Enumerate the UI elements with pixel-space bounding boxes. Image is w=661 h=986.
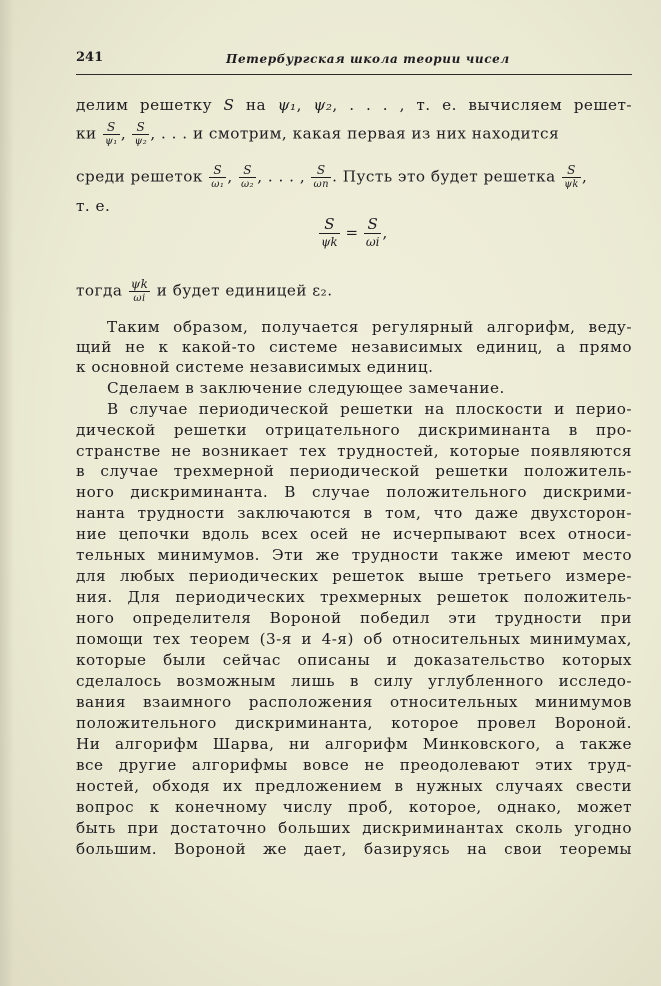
page-number: 241	[76, 50, 104, 65]
fraction: $\frac{S}{\omega n}$	[313, 163, 330, 190]
text-line: странстве не возникает тех трудностей, которые появляются	[76, 442, 632, 460]
fraction: $\frac{S}{\psi k}$	[564, 163, 579, 190]
page-header	[76, 50, 632, 74]
display-formula: $\frac{S}{\psi k}$ = $\frac{S}{\omega i}$ ,	[321, 215, 388, 249]
text-line: ки $\frac{S}{\text{ψ₁}}$ , $\frac{S}{\text{ψ₂}}$ , . . . и смотрим, какая первая из них находится	[76, 120, 560, 147]
text-line: положительного дискриминанта, которое провел Вороной.	[76, 714, 632, 732]
text-line: Сделаем в заключение следующее замечание.	[107, 379, 505, 397]
math-symbol: ψ₂	[313, 96, 333, 114]
page-gutter-shadow	[0, 0, 14, 986]
running-title: Петербургская школа теории чисел	[226, 52, 510, 66]
text-line: все другие алгорифмы вовсе не преодолевают этих труд-	[76, 756, 632, 774]
text-line: большим. Вороной же дает, базируясь на свои теоремы	[76, 840, 632, 858]
text-line: которые были сейчас описаны и доказательство которых	[76, 651, 632, 669]
text-line: В случае периодической решетки на плоскости и перио-	[107, 400, 632, 418]
text-line: Таким образом, получается регулярный алгорифм, веду-	[107, 318, 632, 336]
text-line: для любых периодических решеток выше третьего измере-	[76, 567, 632, 585]
fraction: $\frac{S}{\text{ω₂}}$	[241, 163, 255, 190]
text-line: ного дискриминанта. В случае положительного дискрими-	[76, 483, 632, 501]
text-line: вания взаимного расположения относительных минимумов	[76, 693, 632, 711]
text-line: щий не к какой-то системе независимых единиц, а прямо	[76, 338, 632, 356]
text-line: тогда $\frac{\psi k}{\omega i}$ и будет единицей ε₂.	[76, 277, 333, 304]
text-line: в случае трехмерной периодической решетки положитель-	[76, 462, 632, 480]
fraction: $\frac{S}{\psi k}$	[321, 215, 338, 249]
header-rule	[76, 74, 632, 75]
math-symbol: S	[223, 96, 235, 114]
text-line: помощи тех теорем (3-я и 4-я) об относительных минимумах,	[76, 630, 632, 648]
text-line: дической решетки отрицательного дискриминанта в про-	[76, 421, 632, 439]
text-line: ние цепочки вдоль всех осей не исчерпывают всех относи-	[76, 525, 632, 543]
math-symbol: ψ₁	[277, 96, 297, 114]
text-line: ностей, обходя их предложением в нужных случаях свести	[76, 777, 632, 795]
text-line: делим решетку S на ψ₁, ψ₂, . . . , т. е. вычисляем решет-	[76, 96, 633, 114]
fraction: $\frac{S}{\text{ψ₂}}$	[134, 120, 148, 147]
text-line: среди решеток $\frac{S}{\text{ω₁}}$ , $\frac{S}{\text{ω₂}}$ , . . . , $\frac{S}{\omega n}$ . Пусть это будет решетка $\frac{S}{\psi k}$ ,	[76, 163, 588, 190]
text-line: ного определителя Вороной победил эти трудности при	[76, 609, 632, 627]
text-line: быть при достаточно больших дискриминантах сколь угодно	[76, 819, 632, 837]
text-line: Ни алгорифм Шарва, ни алгорифм Минковского, а также	[76, 735, 632, 753]
math-symbol: ε₂.	[312, 281, 333, 300]
text-line: ния. Для периодических трехмерных решеток положитель-	[76, 588, 632, 606]
fraction: $\frac{S}{\omega i}$	[365, 215, 380, 249]
text-line: нанта трудности заключаются в том, что даже двухсторон-	[76, 504, 632, 522]
fraction: $\frac{S}{\text{ω₁}}$	[211, 163, 225, 190]
text-line: к основной системе независимых единиц.	[76, 358, 434, 376]
text-line: т. е.	[76, 197, 111, 215]
fraction: $\frac{S}{\text{ψ₁}}$	[104, 120, 118, 147]
text-line: тельных минимумов. Эти же трудности также имеют место	[76, 546, 632, 564]
text-line: вопрос к конечному числу проб, которое, однако, может	[76, 798, 632, 816]
text-line: сделалось возможным лишь в силу углубленного исследо-	[76, 672, 632, 690]
fraction: $\frac{\psi k}{\omega i}$	[130, 277, 149, 304]
